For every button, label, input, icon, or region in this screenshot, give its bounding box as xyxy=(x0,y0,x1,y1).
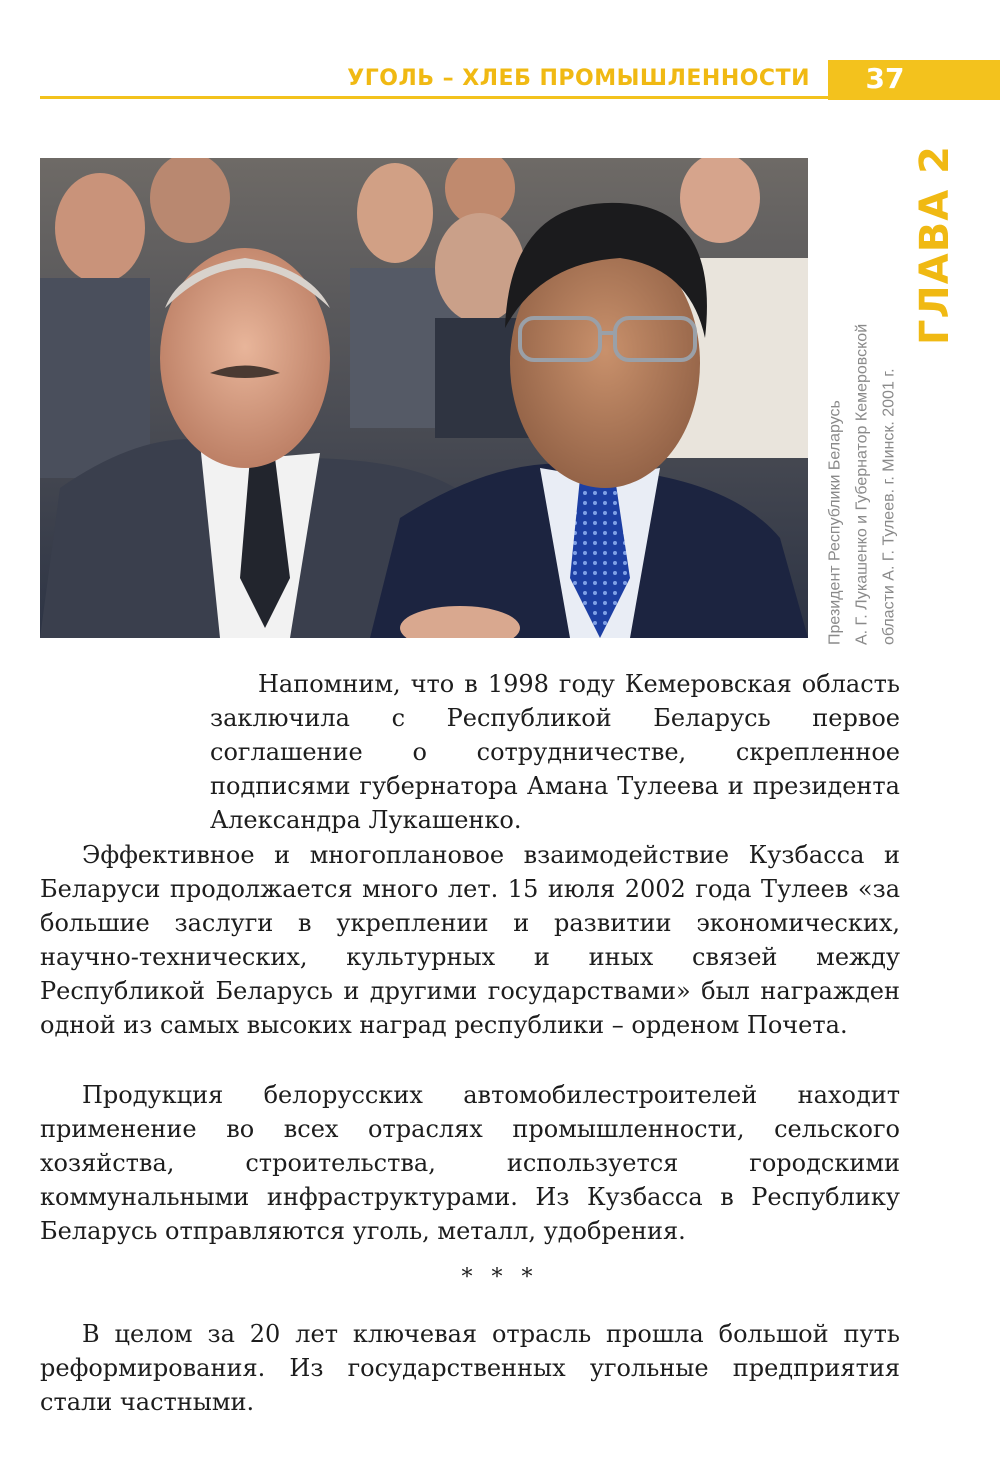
photo xyxy=(40,158,808,638)
paragraph-4 xyxy=(40,1317,900,1419)
paragraph-text: Продукция белорусских автомобилестроителей находит применение во всех отраслях промышленности, сельского хозяйства, строительства, используется городскими коммунальными инфраструктурами. Из Кузбасса в Республику Беларусь отправляются уголь, металл, удобрения. xyxy=(40,1081,900,1245)
photo-caption xyxy=(822,245,903,645)
header-rule xyxy=(40,96,830,99)
paragraph-text: Напомним, что в 1998 году Кемеровская область заключила с Республикой Беларусь первое соглашение о сотрудничестве, скрепленное подписями губернатора Амана Тулеева и президента Александра Лукашенко. xyxy=(210,670,900,834)
paragraph-3 xyxy=(40,1078,900,1248)
paragraph-text: В целом за 20 лет ключевая отрасль прошла большой путь реформирования. Из государственных угольные предприятия стали частными. xyxy=(40,1320,900,1416)
caption-line: области А. Г. Тулеев. г. Минск. 2001 г. xyxy=(880,368,898,645)
chapter-label: ГЛАВА 2 xyxy=(912,145,958,345)
paragraph-2 xyxy=(40,838,900,1042)
caption-line: Президент Республики Беларусь xyxy=(826,400,844,645)
paragraph-intro xyxy=(210,667,900,837)
page-number: 37 xyxy=(865,62,905,95)
caption-line: А. Г. Лукашенко и Губернатор Кемеровской xyxy=(853,323,871,645)
photo-illustration xyxy=(40,158,808,638)
paragraph-text: Эффективное и многоплановое взаимодействие Кузбасса и Беларуси продолжается много лет. 15 июля 2002 года Тулеев «за большие заслуги в укреплении и развитии экономических, научно-технических, культурных и иных связей между Республикой Беларусь и другими государствами» был награжден одной из самых высоких наград республики – орденом Почета. xyxy=(40,841,900,1039)
running-title: УГОЛЬ – ХЛЕБ ПРОМЫШЛЕННОСТИ xyxy=(347,66,810,91)
section-separator: * * * xyxy=(461,1265,539,1290)
